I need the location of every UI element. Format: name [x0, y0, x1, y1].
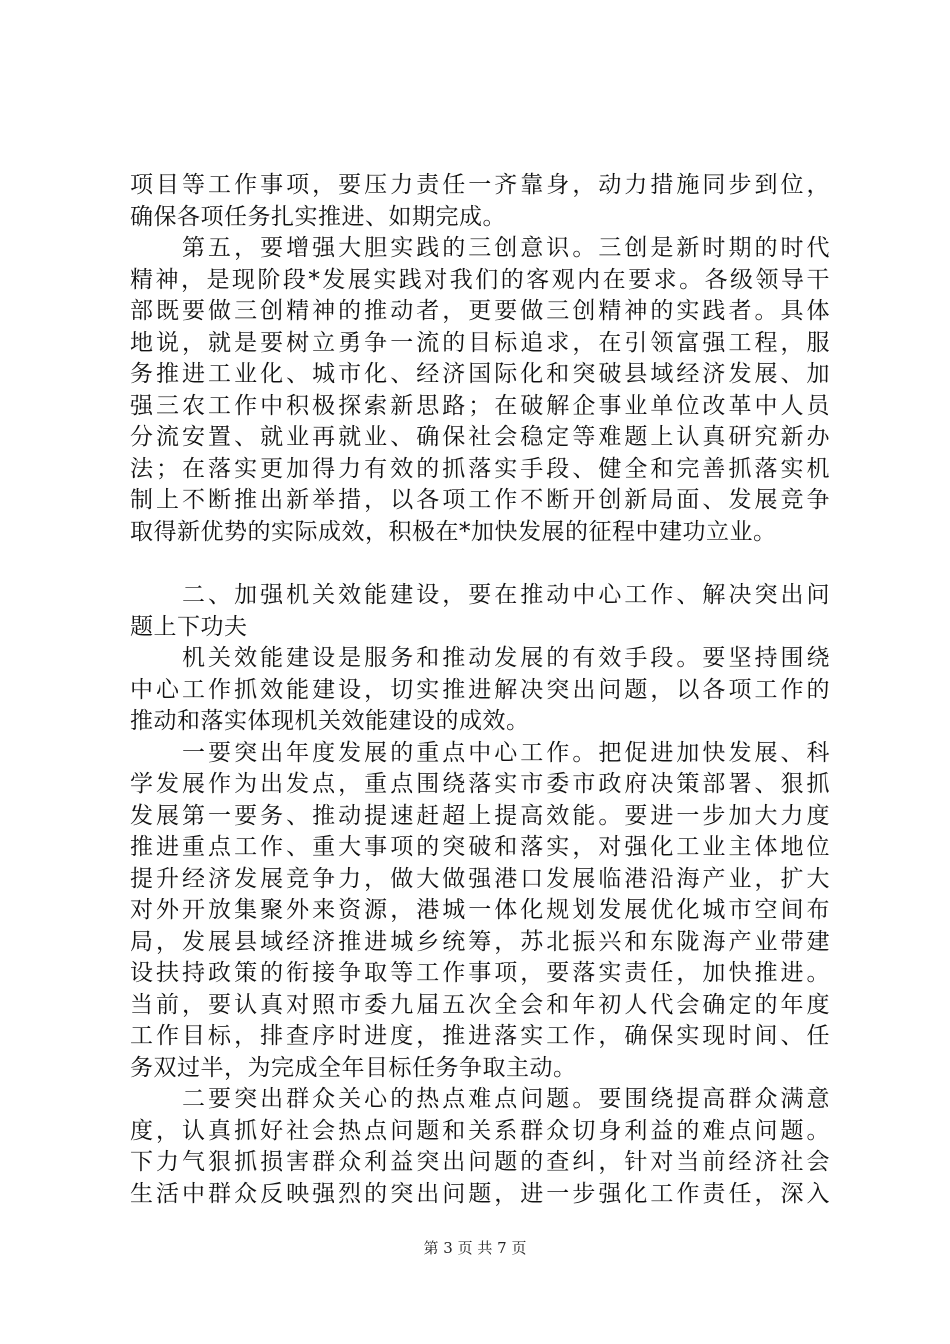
- text-line: 度，认真抓好社会热点问题和关系群众切身利益的难点问题。: [130, 1117, 830, 1144]
- text-line: 对外开放集聚外来资源，港城一体化规划发展优化城市空间布: [130, 897, 830, 923]
- text-line: 二要突出群众关心的热点难点问题。要围绕提高群众满意: [130, 1086, 830, 1112]
- text-line: 法；在落实更加得力有效的抓落实手段、健全和完善抓落实机: [130, 455, 830, 482]
- text-line: 工作目标，排查序时进度，推进落实工作，确保实现时间、任: [130, 1023, 830, 1049]
- text-line: 精神，是现阶段*发展实践对我们的客观内在要求。各级领导干: [130, 266, 830, 293]
- text-line: 下力气狠抓损害群众利益突出问题的查纠，针对当前经济社会: [130, 1149, 830, 1175]
- text-line: 学发展作为出发点，重点围绕落实市委市政府决策部署、狠抓: [130, 771, 830, 797]
- text-line: 务推进工业化、城市化、经济国际化和突破县域经济发展、加: [130, 361, 830, 387]
- text-line: 提升经济发展竞争力，做大做强港口发展临港沿海产业，扩大: [130, 865, 830, 892]
- text-line: 中心工作抓效能建设，切实推进解决突出问题，以各项工作的: [130, 676, 830, 703]
- text-line: 项目等工作事项，要压力责任一齐靠身，动力措施同步到位，: [130, 172, 830, 198]
- document-body: [130, 170, 830, 1210]
- paragraph-gap: [130, 548, 830, 580]
- text-line: 取得新优势的实际成效，积极在*加快发展的征程中建功立业。: [130, 518, 777, 545]
- text-line: 分流安置、就业再就业、确保社会稳定等难题上认真研究新办: [130, 424, 830, 450]
- text-line: 发展第一要务、推动提速赶超上提高效能。要进一步加大力度: [130, 802, 830, 829]
- text-line: 当前，要认真对照市委九届五次全会和年初人代会确定的年度: [130, 991, 830, 1018]
- section-heading-line: 二、加强机关效能建设，要在推动中心工作、解决突出问: [130, 582, 830, 608]
- text-line: 推动和落实体现机关效能建设的成效。: [130, 708, 530, 734]
- text-line: 务双过半，为完成全年目标任务争取主动。: [130, 1054, 577, 1081]
- text-line: 第五，要增强大胆实践的三创意识。三创是新时期的时代: [130, 235, 830, 261]
- text-line: 机关效能建设是服务和推动发展的有效手段。要坚持围绕: [130, 645, 830, 671]
- page-number-footer: 第 3 页 共 7 页: [423, 1239, 527, 1257]
- text-line: 推进重点工作、重大事项的突破和落实，对强化工业主体地位: [130, 834, 830, 860]
- text-line: 局，发展县域经济推进城乡统筹，苏北振兴和东陇海产业带建: [130, 928, 830, 955]
- text-line: 确保各项任务扎实推进、如期完成。: [130, 203, 506, 230]
- text-line: 生活中群众反映强烈的突出问题，进一步强化工作责任，深入: [130, 1180, 830, 1207]
- text-line: 设扶持政策的衔接争取等工作事项，要落实责任，加快推进。: [130, 960, 830, 986]
- text-line: 制上不断推出新举措，以各项工作不断开创新局面、发展竞争: [130, 487, 830, 513]
- text-line: 部既要做三创精神的推动者，更要做三创精神的实践者。具体: [130, 298, 830, 324]
- text-line: 强三农工作中积极探索新思路；在破解企事业单位改革中人员: [130, 392, 830, 419]
- section-heading-line: 题上下功夫: [130, 613, 248, 640]
- text-line: 一要突出年度发展的重点中心工作。把促进加快发展、科: [130, 739, 830, 766]
- text-line: 地说，就是要树立勇争一流的目标追求，在引领富强工程，服: [130, 329, 830, 356]
